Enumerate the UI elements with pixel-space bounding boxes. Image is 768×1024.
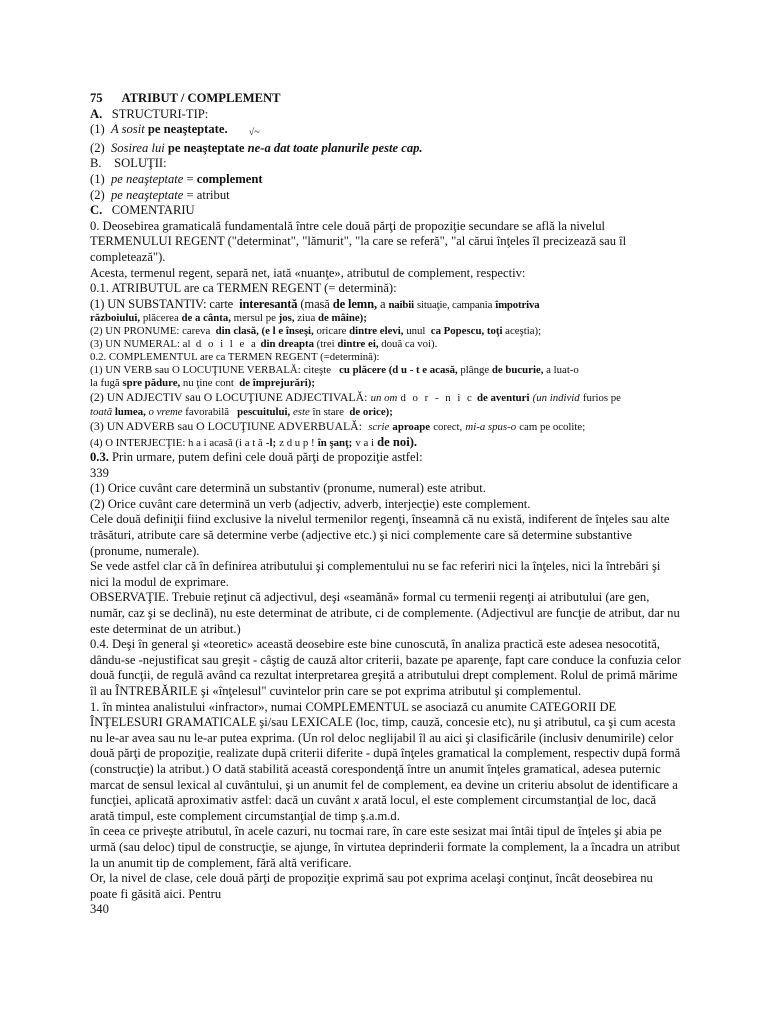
paragraph-0: 0. Deosebirea gramaticală fundamentală între cele două părţi de propoziţie secundare se află la nivelul TERMENULUI REGENT ("determinat", "lămurit", "la care se referă", "al cărui înţeles îl precizează sau îl completează"). bbox=[90, 218, 627, 264]
handwritten-mark: √~ bbox=[248, 127, 260, 139]
section-title-text: ATRIBUT / COMPLEMENT bbox=[121, 91, 281, 105]
atribut-numeral-line: (3) UN NUMERAL: al d o i l e a din dreapta (trei dintre ei, două ca voi). bbox=[90, 338, 438, 351]
paragraph-or: Or, la nivel de clase, cele două părţi de propoziţie exprimă sau pot exprima acelaşi conţinut, încât deosebirea nu poate fi găsită aici. Pentru bbox=[90, 871, 653, 901]
complement-adjectiv-line-2: toată lumea, o vreme favorabilă pescuitului, este în stare de orice); bbox=[90, 405, 393, 418]
heading-a: A. STRUCTURI-TIP: bbox=[90, 106, 209, 121]
paragraph-clarification: Se vede astfel clar că în definirea atributului şi complementului nu se fac referiri nici la înţeles, nici la întrebări şi nici la modul de exprimare. bbox=[90, 559, 661, 589]
solution-2: (2) pe neaşteptate = atribut bbox=[90, 187, 230, 202]
paragraph-03: 0.3. Prin urmare, putem defini cele două părţi de propoziţie astfel: bbox=[90, 450, 423, 465]
section-title bbox=[90, 91, 682, 107]
complement-verb-line-2: la fugă spre pădure, nu ţine cont de împrejurări); bbox=[90, 377, 315, 390]
example-2: (2) Sosirea lui pe neaşteptate ne-a dat toate planurile peste cap. bbox=[90, 140, 423, 155]
definition-2: (2) Orice cuvânt care determină un verb (adjectiv, adverb, interjecţie) este complement. bbox=[90, 496, 531, 511]
heading-b: B. SOLUŢII: bbox=[90, 156, 167, 171]
heading-c: C. COMENTARIU bbox=[90, 203, 195, 218]
paragraph-1: 1. în mintea analistului «infractor», numai COMPLEMENTUL se asociază cu anumite CATEGORII DE ÎNŢELESURI GRAMATICALE şi/sau LEXICALE (loc, timp, cauză, concesie etc), nu şi atributul, ca şi cum acesta nu le-ar avea sau nu le-ar putea exprima. (Un rol deloc neglijabil îl au aici şi clasificările (inclusiv denumirile) celor două părţi de propoziţie, realizate după criterii diferite - după înţeles gramatical la complement, respectiv după formă (construcţie) la atribut.) O dată stabilită această corespondenţă între un anumit înţeles gramatical, adesea puternic marcat de sensul lexical al cuvântului, şi un anumit fel de complement, ea devine un criteriu absolut de identificare a funcţiei, aplicată aproximativ astfel: dacă un cuvânt x arată locul, el este complement circumstanţial de loc, dacă arată timpul, este complement circumstanţial de timp ş.a.m.d. bbox=[90, 699, 681, 823]
paragraph-definitions: Cele două definiţii fiind exclusive la nivelul termenilor regenţi, înseamnă că nu există, indiferent de înţeles sau alte trăsături, atribute care să determine verbe (adjective etc.) şi nici complemente care să determine substantive (pronume, numerale). bbox=[90, 512, 670, 558]
definition-1: (1) Orice cuvânt care determină un substantiv (pronume, numeral) este atribut. bbox=[90, 481, 486, 496]
atribut-substantiv-line: (1) UN SUBSTANTIV: carte interesantă (masă de lemn, a naibii situaţie, campania împotriva bbox=[90, 296, 540, 311]
paragraph-04: 0.4. Deşi în general şi «teoretic» această deosebire este bine cunoscută, în analiza practică este adesea nesocotită, dându-se -nejustificat sau greşit - câştig de cauză altor criterii, bazate pe aparenţe, fapt care conduce la confuzia celor două funcţii, de regulă având ca rezultat interpretarea greşită a atributului drept complement. Rolul de primă mărime îl au ÎNTREBĂRILE şi «înţelesul" cuvintelor prin care se pot exprima atributul şi complementul. bbox=[90, 637, 681, 698]
paragraph-02: 0.2. COMPLEMENTUL are ca TERMEN REGENT (=determină): bbox=[90, 351, 380, 364]
paragraph-01: 0.1. ATRIBUTUL are ca TERMEN REGENT (= determină): bbox=[90, 281, 397, 296]
example-1: (1) A sosit pe neaşteptate. √~ bbox=[90, 122, 260, 139]
paragraph-observation: OBSERVAŢIE. Trebuie reţinut că adjectivul, deşi «seamănă» formal cu termenii regenţi ai atributului (are gen, număr, caz şi se declină), nu este determinat de atribute, ci de complemente. (Adjectivul are funcţie de atribut, dar nu este determinat de un atribut.) bbox=[90, 590, 680, 636]
paragraph-0b: Acesta, termenul regent, separă net, iată «nuanţe», atributul de complement, respectiv: bbox=[90, 265, 526, 280]
complement-interjectie-line: (4) O INTERJECŢIE: h a i acasă (i a t ă -l; z d u p ! în şanţ; v a i de noi). bbox=[90, 434, 418, 449]
solution-1: (1) pe neaşteptate = complement bbox=[90, 171, 263, 186]
page-number-339: 339 bbox=[90, 465, 109, 480]
paragraph-atribut: în ceea ce priveşte atributul, în acele cazuri, nu tocmai rare, în care este sesizat mai întâi tipul de înţeles şi abia pe urmă (sau deloc) tipul de construcţie, se ajunge, în virtutea deprinderii formate la complement, la a încadra un atribut la un anumit tip de complement, fără altă verificare. bbox=[90, 824, 680, 870]
document-page bbox=[90, 91, 682, 918]
page-number-340: 340 bbox=[90, 902, 109, 917]
complement-verb-line: (1) UN VERB sau O LOCUŢIUNE VERBALĂ: citeşte cu plăcere (d u - t e acasă, plânge de bucurie, a luat-o bbox=[90, 364, 579, 377]
complement-adjectiv-line: (2) UN ADJECTIV sau O LOCUŢIUNE ADJECTIVALĂ: un om d o r - n i c de aventuri (un individ furios pe bbox=[90, 390, 621, 405]
atribut-pronume-line: (2) UN PRONUME: careva din clasă, (e l e înseşi, oricare dintre elevi, unul ca Popescu, toţi aceştia); bbox=[90, 325, 542, 338]
section-number: 75 bbox=[90, 91, 103, 105]
atribut-substantiv-line-2: războiului, plăcerea de a cânta, mersul pe jos, ziua de mâine); bbox=[90, 312, 367, 325]
complement-adverb-line: (3) UN ADVERB sau O LOCUŢIUNE ADVERBUALĂ: scrie aproape corect, mi-a spus-o cam pe ocolite; bbox=[90, 418, 586, 433]
